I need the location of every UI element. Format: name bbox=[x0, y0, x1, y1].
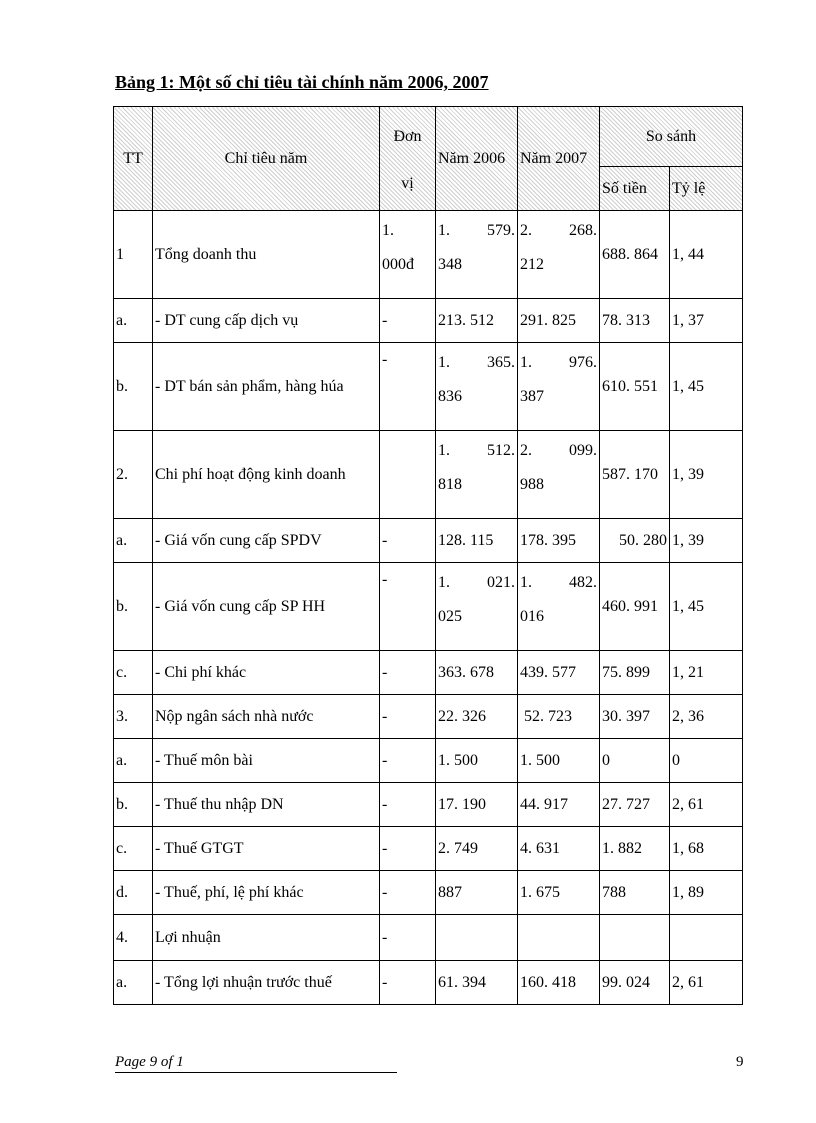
value-part: 1. bbox=[438, 574, 450, 591]
value-part: 976. bbox=[569, 354, 597, 371]
cell-name: - Thuế thu nhập DN bbox=[153, 783, 380, 827]
cell-amount bbox=[600, 915, 670, 961]
cell-amount: 50. 280 bbox=[600, 519, 670, 563]
cell-amount: 27. 727 bbox=[600, 783, 670, 827]
table-row bbox=[114, 343, 743, 431]
cell-unit: - bbox=[380, 783, 436, 827]
cell-2006: 213. 512 bbox=[436, 299, 518, 343]
cell-amount: 587. 170 bbox=[600, 431, 670, 519]
cell-2006: 61. 394 bbox=[436, 961, 518, 1005]
cell-name: Tổng doanh thu bbox=[153, 211, 380, 299]
cell-unit: - bbox=[380, 519, 436, 563]
value-part: 268. bbox=[569, 222, 597, 239]
header-tt: TT bbox=[114, 107, 153, 211]
cell-2006: 128. 115 bbox=[436, 519, 518, 563]
cell-2007 bbox=[518, 211, 600, 299]
financial-indicators-table bbox=[113, 106, 743, 1005]
value-part: 512. bbox=[487, 442, 515, 459]
cell-2006 bbox=[436, 431, 518, 519]
value-part: 016 bbox=[520, 608, 544, 625]
cell-tt: b. bbox=[114, 563, 153, 651]
cell-unit: - bbox=[380, 695, 436, 739]
table-row bbox=[114, 871, 743, 915]
cell-2007: 44. 917 bbox=[518, 783, 600, 827]
value-part: 099. bbox=[569, 442, 597, 459]
cell-2007 bbox=[518, 343, 600, 431]
header-amount: Số tiền bbox=[600, 167, 670, 211]
value-part: 1. bbox=[520, 354, 532, 371]
cell-2007: 439. 577 bbox=[518, 651, 600, 695]
header-compare: So sánh bbox=[600, 107, 743, 167]
cell-ratio: 1, 68 bbox=[670, 827, 743, 871]
table-row bbox=[114, 651, 743, 695]
cell-amount: 688. 864 bbox=[600, 211, 670, 299]
cell-unit bbox=[380, 431, 436, 519]
cell-name: - Thuế môn bài bbox=[153, 739, 380, 783]
cell-tt: 1 bbox=[114, 211, 153, 299]
cell-amount: 460. 991 bbox=[600, 563, 670, 651]
value-part: 025 bbox=[438, 608, 462, 625]
cell-ratio: 0 bbox=[670, 739, 743, 783]
cell-2007: 1. 675 bbox=[518, 871, 600, 915]
cell-amount: 78. 313 bbox=[600, 299, 670, 343]
unit-line-a: 1. bbox=[382, 222, 394, 239]
value-part: 1. bbox=[438, 354, 450, 371]
table-row bbox=[114, 915, 743, 961]
cell-amount: 610. 551 bbox=[600, 343, 670, 431]
cell-unit: - bbox=[380, 563, 436, 651]
cell-2006: 363. 678 bbox=[436, 651, 518, 695]
cell-unit: - bbox=[380, 651, 436, 695]
table-row bbox=[114, 563, 743, 651]
cell-ratio: 1, 89 bbox=[670, 871, 743, 915]
cell-2006: 22. 326 bbox=[436, 695, 518, 739]
cell-name: - Chi phí khác bbox=[153, 651, 380, 695]
cell-ratio bbox=[670, 915, 743, 961]
cell-unit: - bbox=[380, 871, 436, 915]
header-year-2006: Năm 2006 bbox=[436, 107, 518, 211]
cell-ratio: 2, 36 bbox=[670, 695, 743, 739]
cell-ratio: 1, 37 bbox=[670, 299, 743, 343]
cell-unit: - bbox=[380, 961, 436, 1005]
cell-2006: 2. 749 bbox=[436, 827, 518, 871]
value-part: 365. bbox=[487, 354, 515, 371]
value-part: 482. bbox=[569, 574, 597, 591]
header-unit-line1: Đơn bbox=[393, 127, 422, 145]
cell-unit: - bbox=[380, 343, 436, 431]
cell-name: - DT cung cấp dịch vụ bbox=[153, 299, 380, 343]
cell-2007: 4. 631 bbox=[518, 827, 600, 871]
cell-tt: b. bbox=[114, 343, 153, 431]
cell-2006: 887 bbox=[436, 871, 518, 915]
cell-name: - Thuế, phí, lệ phí khác bbox=[153, 871, 380, 915]
value-part: 988 bbox=[520, 476, 544, 493]
page-number: 9 bbox=[736, 1054, 744, 1070]
cell-2007: 291. 825 bbox=[518, 299, 600, 343]
cell-name: - DT bán sản phẩm, hàng húa bbox=[153, 343, 380, 431]
cell-ratio: 1, 45 bbox=[670, 343, 743, 431]
table-row bbox=[114, 961, 743, 1005]
cell-2007: 52. 723 bbox=[518, 695, 600, 739]
value-part: 348 bbox=[438, 256, 462, 273]
cell-name: - Giá vốn cung cấp SPDV bbox=[153, 519, 380, 563]
cell-ratio: 1, 45 bbox=[670, 563, 743, 651]
header-unit-line2: vị bbox=[401, 174, 414, 192]
header-indicator: Chỉ tiêu năm bbox=[153, 107, 380, 211]
cell-tt: c. bbox=[114, 827, 153, 871]
cell-amount: 30. 397 bbox=[600, 695, 670, 739]
cell-amount: 99. 024 bbox=[600, 961, 670, 1005]
table-title: Bảng 1: Một số chỉ tiêu tài chính năm 2006, 2007 bbox=[115, 72, 489, 92]
cell-2006 bbox=[436, 211, 518, 299]
value-part: 2. bbox=[520, 222, 532, 239]
cell-tt: a. bbox=[114, 299, 153, 343]
cell-tt: c. bbox=[114, 651, 153, 695]
cell-amount: 75. 899 bbox=[600, 651, 670, 695]
cell-ratio: 2, 61 bbox=[670, 783, 743, 827]
table-row bbox=[114, 695, 743, 739]
cell-2006 bbox=[436, 563, 518, 651]
value-part: 212 bbox=[520, 256, 544, 273]
cell-2006: 17. 190 bbox=[436, 783, 518, 827]
cell-name: Nộp ngân sách nhà nước bbox=[153, 695, 380, 739]
cell-unit bbox=[380, 211, 436, 299]
cell-amount: 788 bbox=[600, 871, 670, 915]
cell-ratio: 1, 39 bbox=[670, 431, 743, 519]
unit-line-b: 000đ bbox=[382, 256, 414, 273]
value-part: 836 bbox=[438, 388, 462, 405]
cell-name: - Thuế GTGT bbox=[153, 827, 380, 871]
cell-unit: - bbox=[380, 299, 436, 343]
cell-2007 bbox=[518, 563, 600, 651]
table-row bbox=[114, 519, 743, 563]
table-row bbox=[114, 827, 743, 871]
cell-2007: 178. 395 bbox=[518, 519, 600, 563]
value-part: 1. bbox=[438, 442, 450, 459]
header-unit bbox=[380, 107, 436, 211]
header-year-2007: Năm 2007 bbox=[518, 107, 600, 211]
cell-2007 bbox=[518, 431, 600, 519]
value-part: 2. bbox=[520, 442, 532, 459]
value-part: 021. bbox=[487, 574, 515, 591]
cell-tt: 4. bbox=[114, 915, 153, 961]
value-part: 1. bbox=[438, 222, 450, 239]
value-part: 1. bbox=[520, 574, 532, 591]
value-part: 818 bbox=[438, 476, 462, 493]
cell-tt: 2. bbox=[114, 431, 153, 519]
cell-unit: - bbox=[380, 739, 436, 783]
cell-unit: - bbox=[380, 915, 436, 961]
cell-tt: a. bbox=[114, 519, 153, 563]
cell-name: Chi phí hoạt động kinh doanh bbox=[153, 431, 380, 519]
cell-2007: 1. 500 bbox=[518, 739, 600, 783]
cell-tt: a. bbox=[114, 961, 153, 1005]
cell-name: - Tổng lợi nhuận trước thuế bbox=[153, 961, 380, 1005]
cell-2006 bbox=[436, 343, 518, 431]
value-part: 387 bbox=[520, 388, 544, 405]
cell-name: - Giá vốn cung cấp SP HH bbox=[153, 563, 380, 651]
cell-amount: 1. 882 bbox=[600, 827, 670, 871]
cell-tt: d. bbox=[114, 871, 153, 915]
table-row bbox=[114, 783, 743, 827]
cell-tt: b. bbox=[114, 783, 153, 827]
table-row bbox=[114, 211, 743, 299]
cell-2007 bbox=[518, 915, 600, 961]
table-row bbox=[114, 431, 743, 519]
header-ratio: Tỷ lệ bbox=[670, 167, 743, 211]
cell-ratio: 1, 21 bbox=[670, 651, 743, 695]
cell-2006 bbox=[436, 915, 518, 961]
cell-unit: - bbox=[380, 827, 436, 871]
cell-ratio: 1, 44 bbox=[670, 211, 743, 299]
cell-name: Lợi nhuận bbox=[153, 915, 380, 961]
cell-2006: 1. 500 bbox=[436, 739, 518, 783]
cell-tt: a. bbox=[114, 739, 153, 783]
cell-ratio: 2, 61 bbox=[670, 961, 743, 1005]
cell-amount: 0 bbox=[600, 739, 670, 783]
value-part: 579. bbox=[487, 222, 515, 239]
table-row bbox=[114, 739, 743, 783]
cell-tt: 3. bbox=[114, 695, 153, 739]
cell-ratio: 1, 39 bbox=[670, 519, 743, 563]
cell-2007: 160. 418 bbox=[518, 961, 600, 1005]
table-row bbox=[114, 299, 743, 343]
page-footer-label: Page 9 of 1 bbox=[115, 1054, 397, 1073]
